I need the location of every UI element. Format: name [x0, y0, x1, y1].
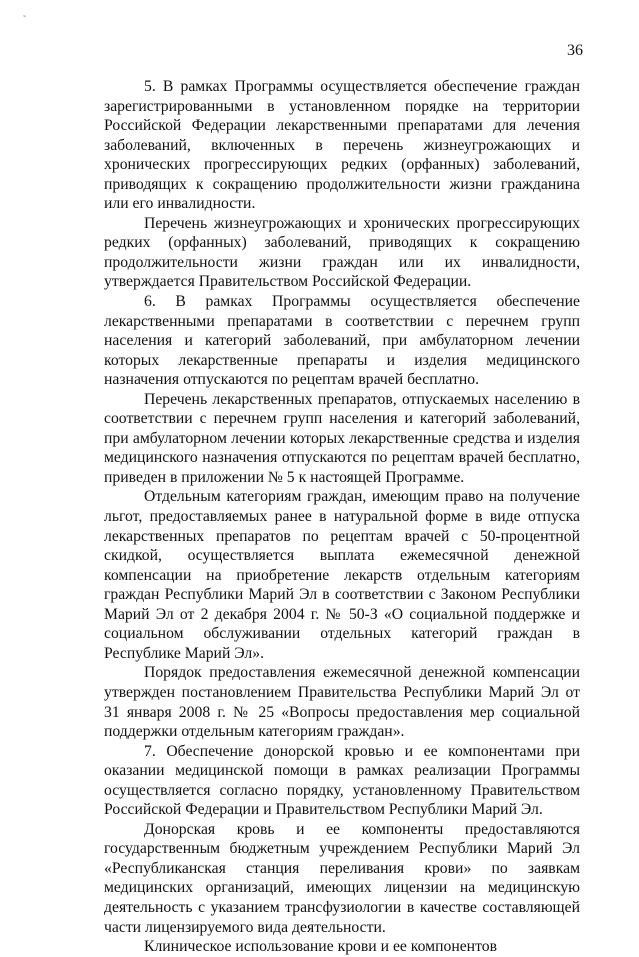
paragraph-clinical-use: Клиническое использование крови и ее компонентов: [144, 938, 497, 956]
paragraph-compensation-procedure: Порядок предоставления ежемесячной денежной компенсации утвержден постановлением Правительства Республики Марий Эл от 31 января 2008 г. № 25 «Вопросы предоставления мер социальной поддержки отдельным категориям граждан».: [104, 664, 580, 741]
document-body: [104, 77, 580, 957]
paragraph-5-drug-provision: 5. В рамках Программы осуществляется обеспечение граждан зарегистрированными в установленном порядке на территории Российской Федерации лекарственными препаратами для лечения заболеваний, включенных в перечень жизнеугрожающих и хронических прогрессирующих редких (орфанных) заболеваний, приводящих к сокращению продолжительности жизни гражданина или его инвалидности.: [104, 78, 580, 213]
paragraph-blood-station: Донорская кровь и ее компоненты предоставляются государственным бюджетным учреждением Республики Марий Эл «Республиканская станция переливания крови» по заявкам медицинских организаций, имеющих лицензии на медицинскую деятельность с указанием трансфузиологии в качестве составляющей части лицензируемого вида деятельности.: [104, 820, 580, 936]
scan-mark: ˜: [23, 14, 26, 24]
paragraph-orphan-diseases-list: Перечень жизнеугрожающих и хронических прогрессирующих редких (орфанных) заболеваний, приводящих к сокращению продолжительности жизни граждан или их инвалидности, утверждается Правительством Российской Федерации.: [104, 214, 580, 291]
page-number: 36: [567, 42, 583, 59]
paragraph-monthly-compensation: Отдельным категориям граждан, имеющим право на получение льгот, предоставляемых ранее в натуральной форме в виде отпуска лекарственных препаратов по рецептам врачей с 50-процентной скидкой, осуществляется выплата ежемесячной денежной компенсации на приобретение лекарств отдельным категориям граждан Республики Марий Эл в соответствии с Законом Республики Марий Эл от 2 декабря 2004 г. № 50-З «О социальной поддержке и социальном обслуживании отдельных категорий граждан в Республике Марий Эл».: [104, 488, 580, 662]
paragraph-drug-list-appendix: Перечень лекарственных препаратов, отпускаемых населению в соответствии с перечнем групп населения и категорий заболеваний, при амбулаторном лечении которых лекарственные средства и изделия медицинского назначения отпускаются по рецептам врачей бесплатно, приведен в приложении № 5 к настоящей Программе.: [104, 390, 580, 486]
paragraph-7-donor-blood: 7. Обеспечение донорской кровью и ее компонентами при оказании медицинской помощи в рамках реализации Программы осуществляется согласно порядку, установленному Правительством Российской Федерации и Правительством Республики Марий Эл.: [104, 742, 580, 819]
paragraph-6-drug-provision-groups: 6. В рамках Программы осуществляется обеспечение лекарственными препаратами в соответствии с перечнем групп населения и категорий заболеваний, при амбулаторном лечении которых лекарственные препараты и изделия медицинского назначения отпускаются по рецептам врачей бесплатно.: [104, 293, 580, 389]
